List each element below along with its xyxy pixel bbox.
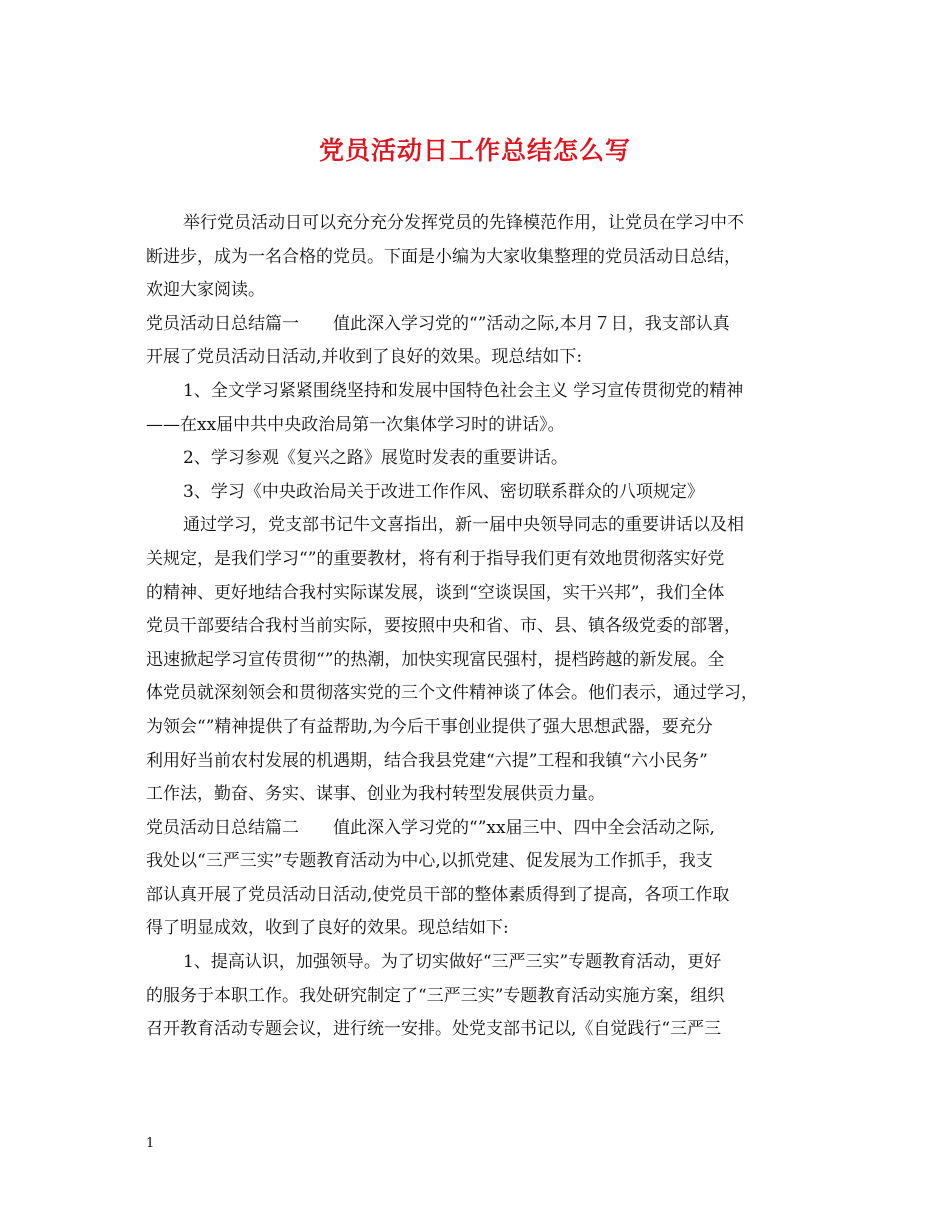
text-line: 体党员就深刻领会和贯彻落实党的三个文件精神谈了体会。他们表示，通过学习， [146, 683, 758, 704]
section-heading-line: 党员活动日总结篇一 值此深入学习党的“”活动之际,本月７日，我支部认真 [146, 313, 730, 334]
text-line: 召开教育活动专题会议，进行统一安排。处党支部书记以,《自觉践行“三严三 [146, 1019, 722, 1040]
text-line: ——在xx届中共中央政治局第一次集体学习时的讲话》。 [146, 414, 565, 435]
text-line: 工作法，勤奋、务实、谋事、创业为我村转型发展供贡力量。 [146, 784, 605, 805]
text-line: 断进步，成为一名合格的党员。下面是小编为大家收集整理的党员活动日总结， [146, 246, 741, 267]
list-item: 3、学习《中央政治局关于改进工作作风、密切联系群众的八项规定》 [183, 481, 704, 502]
text-line: 得了明显成效，收到了良好的效果。现总结如下: [146, 918, 509, 939]
section-heading-line: 党员活动日总结篇二 值此深入学习党的“”xx届三中、四中全会活动之际, [146, 817, 715, 838]
text-line: 的服务于本职工作。我处研究制定了“三严三实”专题教育活动实施方案，组织 [146, 985, 725, 1006]
text-line: 为领会“”精神提供了有益帮助,为今后干事创业提供了强大思想武器，要充分 [146, 716, 713, 737]
page-number: 1 [146, 1136, 155, 1151]
list-item: 1、提高认识，加强领导。为了切实做好“三严三实”专题教育活动，更好 [183, 952, 722, 973]
text-line: 欢迎大家阅读。 [146, 280, 265, 301]
document-body [146, 207, 806, 1047]
text-line: 利用好当前农村发展的机遇期，结合我县党建“六提”工程和我镇“六小民务” [146, 750, 708, 771]
text-line: 部认真开展了党员活动日活动,使党员干部的整体素质得到了提高，各项工作取 [146, 884, 730, 905]
text-line: 通过学习，党支部书记牛文喜指出，新一届中央领导同志的重要讲话以及相 [183, 515, 744, 536]
list-item: 2、学习参观《复兴之路》展览时发表的重要讲话。 [183, 448, 568, 469]
text-line: 我处以“三严三实”专题教育活动为中心,以抓党建、促发展为工作抓手，我支 [146, 851, 713, 872]
text-line: 党员干部要结合我村当前实际，要按照中央和省、市、县、镇各级党委的部署， [146, 616, 741, 637]
text-line: 的精神、更好地结合我村实际谋发展，谈到“空谈误国，实干兴邦”，我们全体 [146, 582, 725, 603]
text-line: 举行党员活动日可以充分充分发挥党员的先锋模范作用，让党员在学习中不 [183, 213, 744, 233]
text-line: 关规定，是我们学习“”的重要教材，将有利于指导我们更有效地贯彻落实好党 [146, 548, 725, 569]
list-item: 1、全文学习紧紧围绕坚持和发展中国特色社会主义 学习宣传贯彻党的精神 [183, 380, 744, 401]
text-line: 开展了党员活动日活动,并收到了良好的效果。现总结如下: [146, 347, 583, 368]
page-title: 党员活动日工作总结怎么写 [318, 136, 631, 165]
text-line: 迅速掀起学习宣传贯彻“”的热潮，加快实现富民强村，提档跨越的新发展。全 [146, 649, 725, 670]
